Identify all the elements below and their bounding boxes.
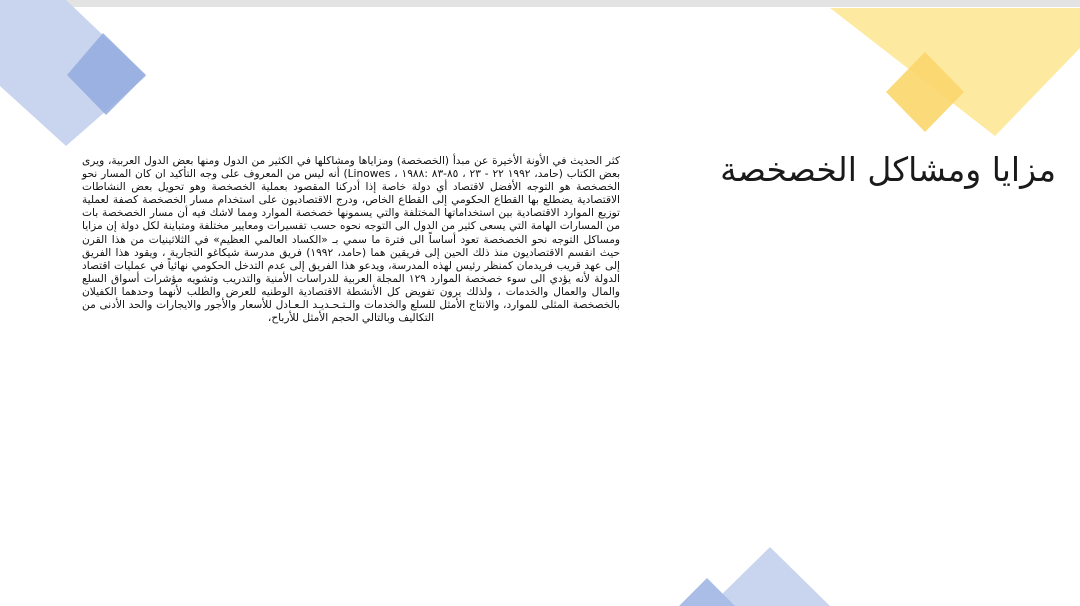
blue-diamond-bottom-large (710, 547, 830, 606)
top-border-bar (0, 0, 1080, 7)
body-paragraph: كثر الحديث في الأونة الأخيرة عن مبدأ (الخصخصة) ومزاياها ومشاكلها في الكثير من الدول ومنها بعض الدول العربية، ويرى بعض الكتاب (حامد، ١٩٩٢ ٢٢ - ٢٣ ، ٨٥-٨٣ :١٩٨٨ ، Linowes) أنه ليس من المعروف على وجه التأكيد ان كان المسار نحو الخصخصة هو التوجه الأفضل لاقتصاد أي دولة خاصة إذا أدركنا المقصود بعملية الخصخصة وهو تحويل بعض النشاطات الاقتصادية يضطلع بها القطاع الحكومي إلى القطاع الخاص، ودرج الاقتصاديون على استخدام مسار الخصخصة كصفة لعملية توزيع الموارد الاقتصادية بين استخداماتها المختلفة والتي يسمونها خصخصة الموارد ومما لاشك فيه أن مسار الخصخصة بات من المسارات الهامة التي يسعى كثير من الدول الى التوجه نحوه حسب تفسيرات ومعايير مختلفة ومتباينة لكل دولة إن مزايا ومساكل التوجه نحو الخصخصة تعود أساساً الى فترة ما سمي بـ «الكساد العالمي العظيم» في الثلاثينيات من هذا القرن حيث انقسم الاقتصاديون منذ ذلك الحين إلى فريقين هما (حامد، ١٩٩٢) فريق مدرسة شيكاغو التجارية ، ويقود هذا الفريق إلى عهد قريب فريدمان كمنظر رئيس لهذه المدرسة، ويدعو هذا الفريق إلى عدم التدخل الحكومي نهائياً في عمليات اقتصاد الدولة لأنه يؤدي الى سوء خصخصة الموارد ١٢٩ المجلة العربية للدراسات الأمنية والتدريب وتشويه مؤشرات أسواق السلع والمال والعمال والخدمات ، ولذلك يرون تفويض كل الأنشطة الاقتصادية الوطنيه للعرض والطلب لأنهما وحدهما الكفيلان بالخصخصة المثلى للموارد، والانتاج الأمثل للسلع والخدمات والـتـحـديـد الـعـادل للأسعار والأجور والايجارات والحد الأدنى من التكاليف وبالتالي الحجم الأمثل للأرباح، (82, 155, 621, 325)
slide-title: مزايا ومشاكل الخصخصة (720, 150, 1056, 189)
blue-diamond-large (0, 0, 146, 146)
yellow-diamond-small (886, 52, 964, 132)
blue-diamond-small (67, 33, 146, 115)
blue-diamond-bottom-small (679, 578, 735, 606)
yellow-diamond-large (830, 8, 1080, 136)
